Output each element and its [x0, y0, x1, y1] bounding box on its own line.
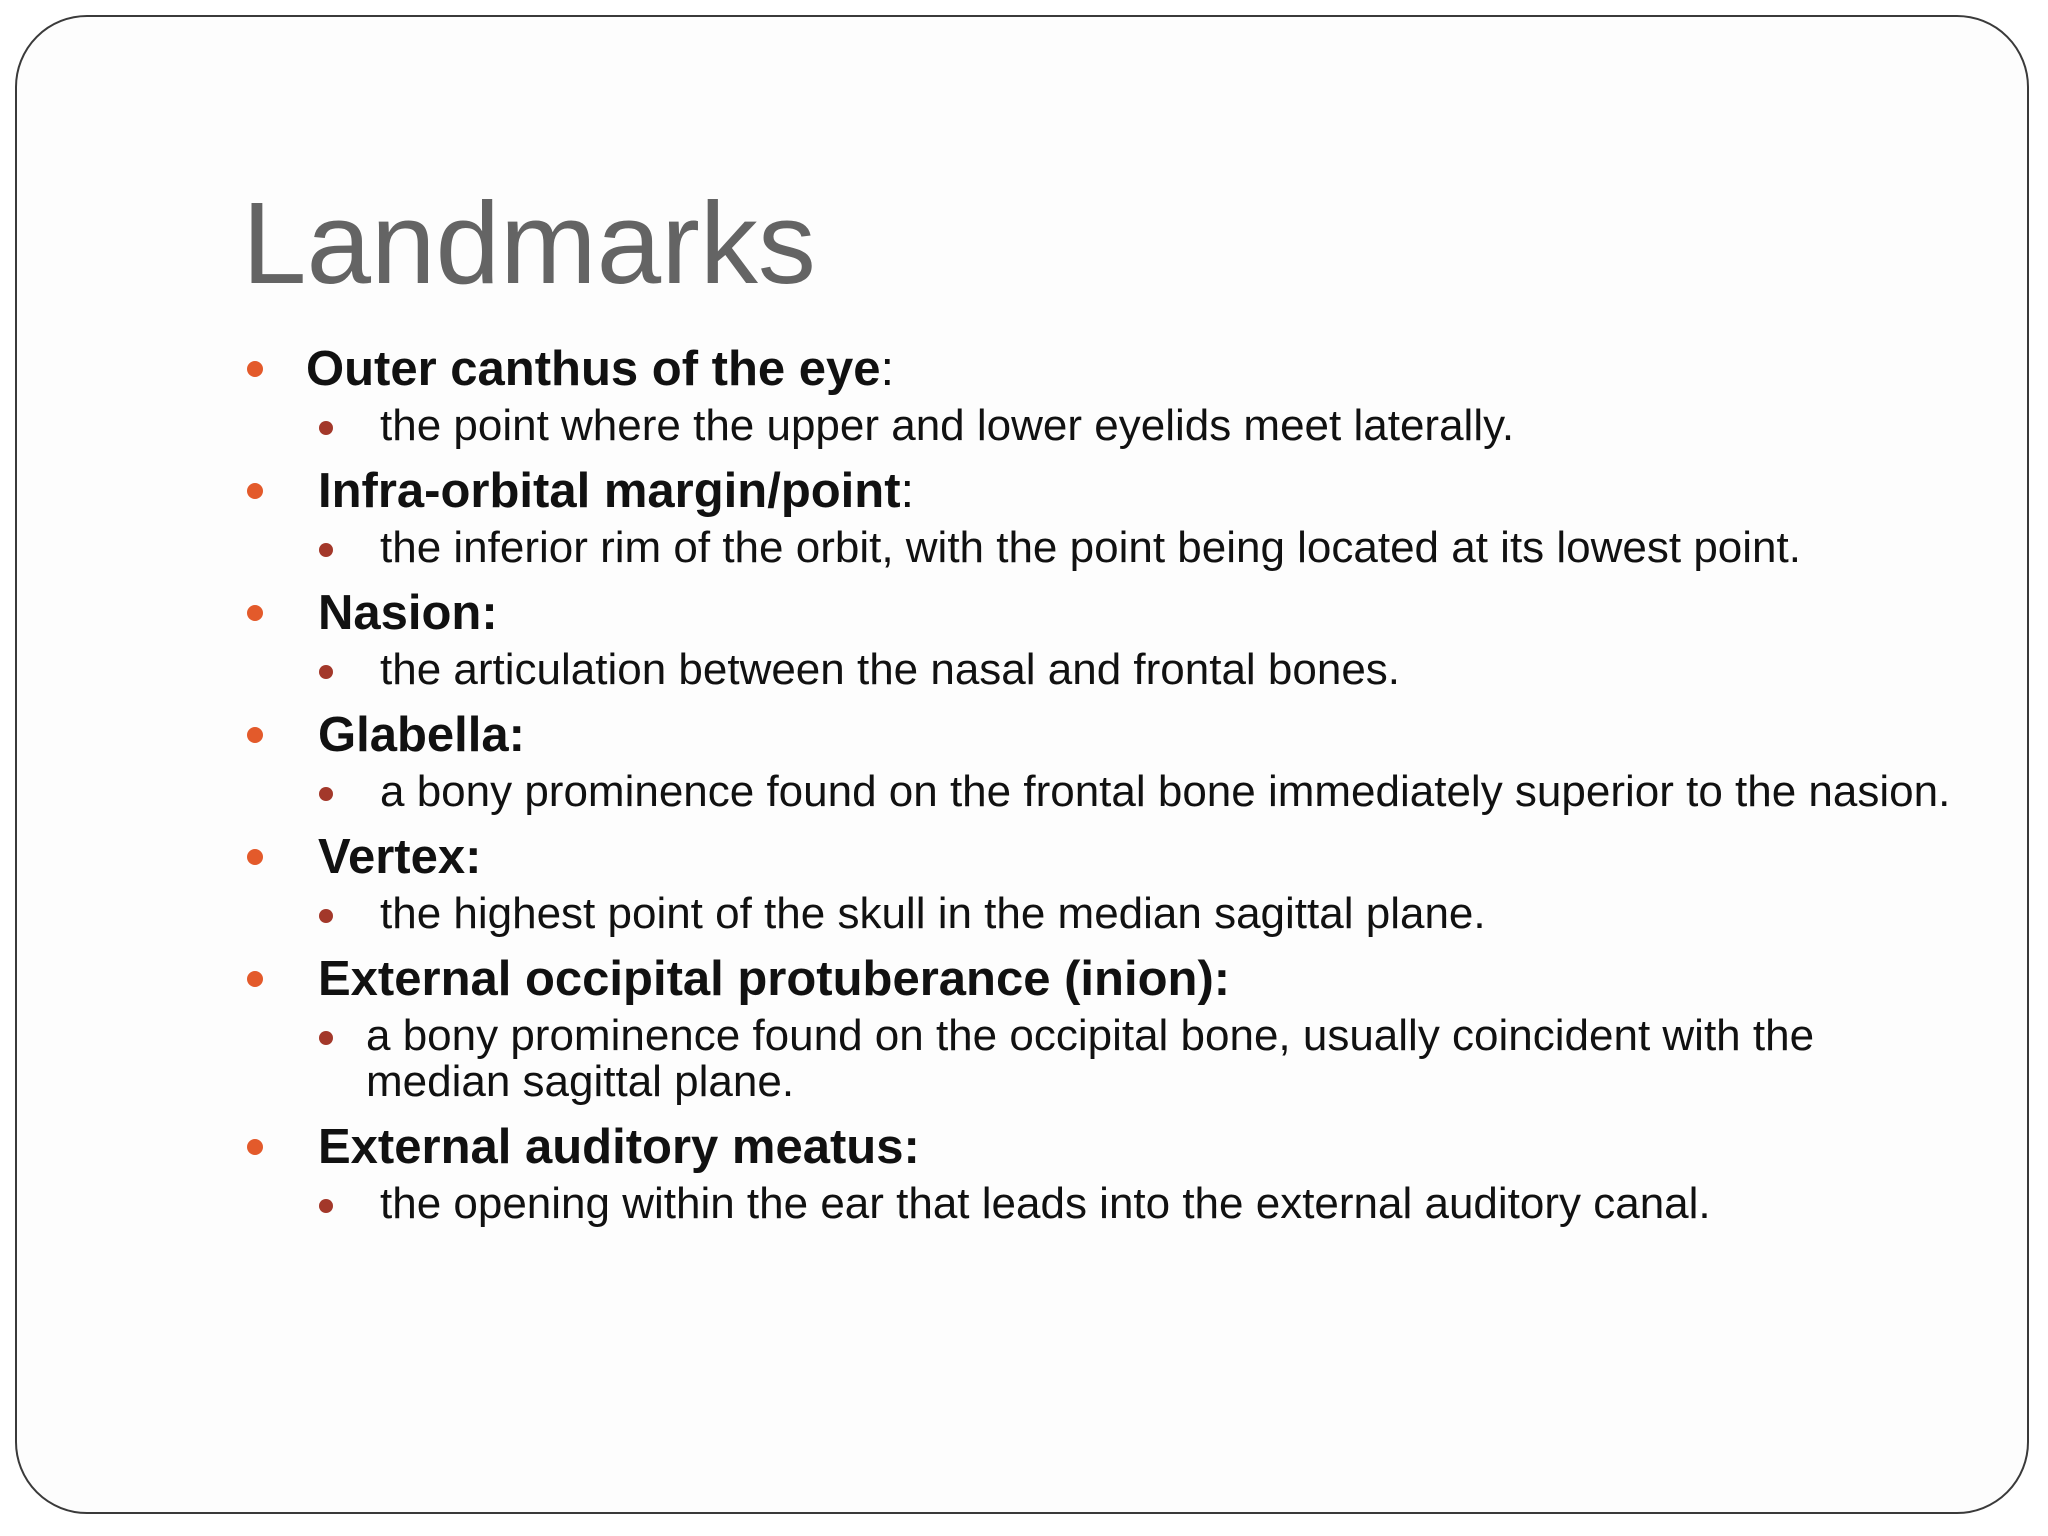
landmark-term-suffix: :	[900, 464, 915, 518]
main-bullet-icon	[247, 727, 263, 743]
list-item	[242, 947, 1962, 1115]
landmark-description	[242, 523, 1962, 581]
slide-title: Landmarks	[242, 178, 816, 308]
landmark-description-text: the articulation between the nasal and frontal bones.	[380, 645, 1401, 694]
list-item	[242, 825, 1962, 947]
landmark-description-text: a bony prominence found on the frontal bone immediately superior to the nasion.	[380, 767, 1951, 816]
sub-bullet-icon	[319, 1199, 333, 1213]
landmark-description-text: the opening within the ear that leads into the external auditory canal.	[380, 1179, 1711, 1228]
landmark-description	[242, 889, 1962, 947]
landmark-term: External occipital protuberance (inion):	[318, 952, 1231, 1006]
slide-frame	[15, 15, 2029, 1514]
sub-bullet-icon	[319, 421, 333, 435]
landmark-description	[242, 767, 1962, 825]
landmark-description-text: the inferior rim of the orbit, with the point being located at its lowest point.	[380, 523, 1801, 572]
sub-bullet-icon	[319, 665, 333, 679]
landmark-term-suffix: :	[880, 342, 895, 396]
landmark-description	[242, 401, 1962, 459]
main-bullet-icon	[247, 849, 263, 865]
landmark-heading	[242, 337, 1962, 401]
landmark-heading	[242, 1115, 1962, 1179]
landmark-description-text: a bony prominence found on the occipital bone, usually coincident with the median sagittal plane.	[366, 1011, 1815, 1106]
landmark-term: External auditory meatus:	[318, 1120, 920, 1174]
landmark-term: Nasion:	[318, 586, 498, 640]
main-bullet-icon	[247, 361, 263, 377]
landmark-term: Vertex:	[318, 830, 482, 884]
main-bullet-icon	[247, 1139, 263, 1155]
landmark-term: Glabella:	[318, 708, 525, 762]
landmark-heading	[242, 459, 1962, 523]
main-bullet-icon	[247, 971, 263, 987]
landmark-term: Infra-orbital margin/point	[318, 464, 901, 518]
sub-bullet-icon	[319, 543, 333, 557]
landmark-heading	[242, 825, 1962, 889]
landmark-description	[242, 1179, 1962, 1237]
list-item	[242, 1115, 1962, 1237]
list-item	[242, 703, 1962, 825]
landmark-heading	[242, 947, 1962, 1011]
list-item	[242, 337, 1962, 459]
landmarks-list	[242, 337, 1962, 1237]
landmark-description	[242, 645, 1962, 703]
landmark-heading	[242, 703, 1962, 767]
list-item	[242, 459, 1962, 581]
landmark-term: Outer canthus of the eye	[306, 342, 881, 396]
landmark-description	[242, 1011, 1962, 1115]
main-bullet-icon	[247, 605, 263, 621]
landmark-description-text: the point where the upper and lower eyelids meet laterally.	[380, 401, 1515, 450]
landmark-description-text: the highest point of the skull in the median sagittal plane.	[380, 889, 1486, 938]
sub-bullet-icon	[319, 1031, 333, 1045]
main-bullet-icon	[247, 483, 263, 499]
sub-bullet-icon	[319, 787, 333, 801]
sub-bullet-icon	[319, 909, 333, 923]
landmark-heading	[242, 581, 1962, 645]
list-item	[242, 581, 1962, 703]
